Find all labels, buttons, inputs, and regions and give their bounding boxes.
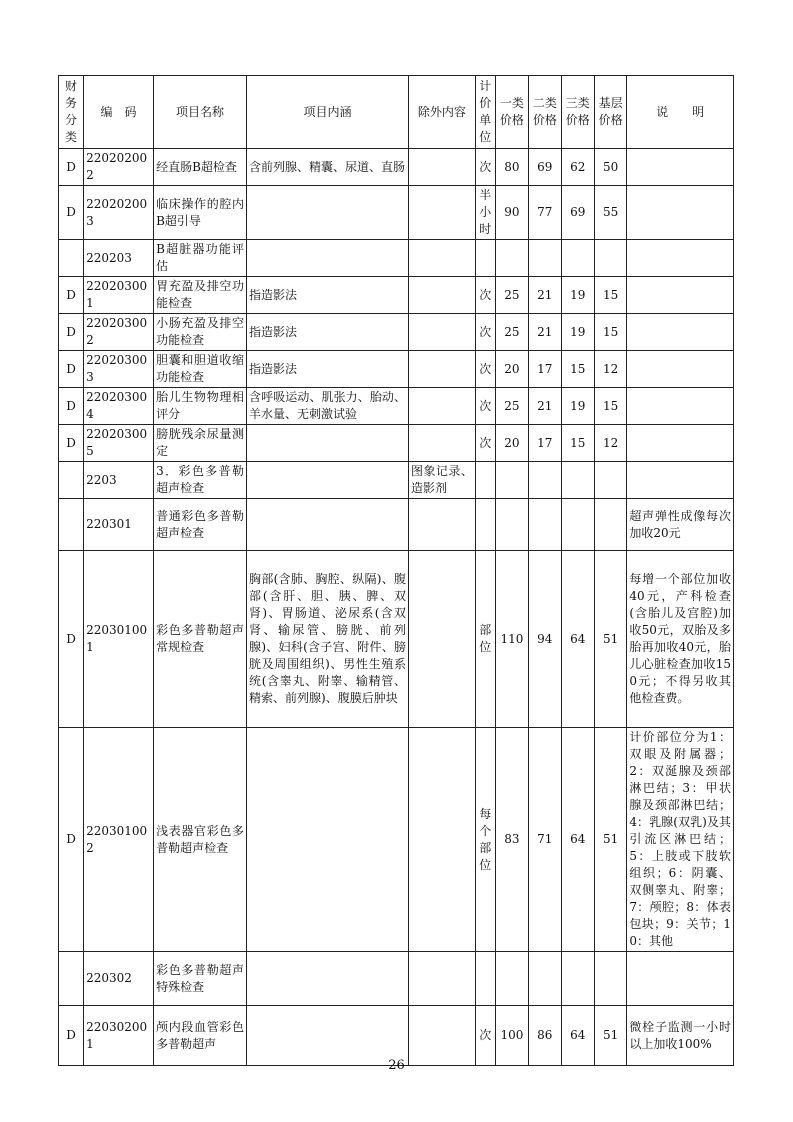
- excluded-cell: [409, 277, 476, 314]
- note-cell: [627, 277, 734, 314]
- category-cell: [59, 240, 84, 277]
- table-row: [59, 314, 734, 351]
- table-row: [59, 1006, 734, 1066]
- code-cell: 220203003: [84, 351, 154, 388]
- table-row: [59, 277, 734, 314]
- header-row: [59, 76, 734, 149]
- table-row: [59, 240, 734, 277]
- price2-cell: 69: [529, 149, 561, 186]
- price1-cell: 20: [495, 425, 528, 462]
- name-cell: 3．彩色多普勒超声检查: [154, 462, 247, 499]
- excluded-cell: [409, 1006, 476, 1066]
- price4-cell: 12: [594, 351, 626, 388]
- unit-cell: [475, 499, 495, 551]
- name-cell: 经直肠B超检查: [154, 149, 247, 186]
- price4-cell: 51: [594, 551, 626, 728]
- price2-cell: [529, 952, 561, 1006]
- header-code: 编 码: [84, 76, 154, 149]
- price4-cell: [594, 462, 626, 499]
- table-row: [59, 149, 734, 186]
- price3-cell: 62: [561, 149, 594, 186]
- table-row: [59, 499, 734, 551]
- unit-cell: 部位: [475, 551, 495, 728]
- name-cell: 浅表器官彩色多普勒超声检查: [154, 728, 247, 952]
- table-row: [59, 388, 734, 425]
- price3-cell: [561, 952, 594, 1006]
- note-cell: [627, 425, 734, 462]
- unit-cell: 次: [475, 149, 495, 186]
- name-cell: B超脏器功能评估: [154, 240, 247, 277]
- excluded-cell: [409, 728, 476, 952]
- price1-cell: 100: [495, 1006, 528, 1066]
- price1-cell: 80: [495, 149, 528, 186]
- excluded-cell: [409, 240, 476, 277]
- category-cell: D: [59, 351, 84, 388]
- price4-cell: 15: [594, 314, 626, 351]
- price2-cell: 21: [529, 314, 561, 351]
- price-table: [58, 75, 734, 1066]
- name-cell: 小肠充盈及排空功能检查: [154, 314, 247, 351]
- price4-cell: [594, 240, 626, 277]
- price4-cell: 15: [594, 388, 626, 425]
- price1-cell: 83: [495, 728, 528, 952]
- content-cell: [247, 240, 409, 277]
- note-cell: 计价部位分为1：双眼及附属器；2：双涎腺及颈部淋巴结；3：甲状腺及颈部淋巴结；4：乳腺(双乳)及其引流区淋巴结；5：上肢或下肢软组织；6：阴囊、双侧睾丸、附睾；7：颅腔；8：体表包块；9：关节；10：其他: [627, 728, 734, 952]
- content-cell: 胸部(含肺、胸腔、纵隔)、腹部(含肝、胆、胰、脾、双肾)、胃肠道、泌尿系(含双肾、输尿管、膀胱、前列腺)、妇科(含子宫、附件、膀胱及周围组织)、男性生殖系统(含睾丸、附睾、输精管、精索、前列腺)、腹膜后肿块: [247, 551, 409, 728]
- note-cell: 微栓子监测一小时以上加收100%: [627, 1006, 734, 1066]
- price3-cell: 19: [561, 314, 594, 351]
- content-cell: [247, 728, 409, 952]
- price1-cell: [495, 952, 528, 1006]
- unit-cell: 半小时: [475, 186, 495, 240]
- header-unit: 计价单位: [475, 76, 495, 149]
- price1-cell: [495, 462, 528, 499]
- price4-cell: [594, 952, 626, 1006]
- price3-cell: 15: [561, 351, 594, 388]
- table-row: [59, 462, 734, 499]
- header-content: 项目内涵: [247, 76, 409, 149]
- name-cell: 彩色多普勒超声常规检查: [154, 551, 247, 728]
- category-cell: D: [59, 149, 84, 186]
- code-cell: 220202003: [84, 186, 154, 240]
- content-cell: [247, 952, 409, 1006]
- price1-cell: [495, 240, 528, 277]
- header-excluded: 除外内容: [409, 76, 476, 149]
- category-cell: [59, 499, 84, 551]
- excluded-cell: [409, 351, 476, 388]
- unit-cell: [475, 952, 495, 1006]
- unit-cell: 每个部位: [475, 728, 495, 952]
- price4-cell: 12: [594, 425, 626, 462]
- excluded-cell: [409, 388, 476, 425]
- table-row: [59, 551, 734, 728]
- unit-cell: 次: [475, 351, 495, 388]
- price4-cell: 51: [594, 728, 626, 952]
- content-cell: [247, 186, 409, 240]
- unit-cell: 次: [475, 277, 495, 314]
- price1-cell: 20: [495, 351, 528, 388]
- content-cell: [247, 462, 409, 499]
- content-cell: 指造影法: [247, 351, 409, 388]
- price3-cell: 19: [561, 388, 594, 425]
- table-row: [59, 351, 734, 388]
- unit-cell: 次: [475, 425, 495, 462]
- unit-cell: [475, 462, 495, 499]
- code-cell: 220301002: [84, 728, 154, 952]
- code-cell: 220203005: [84, 425, 154, 462]
- page-number: 26: [388, 1058, 405, 1073]
- price2-cell: 94: [529, 551, 561, 728]
- unit-cell: 次: [475, 388, 495, 425]
- category-cell: D: [59, 425, 84, 462]
- code-cell: 220203: [84, 240, 154, 277]
- price2-cell: 17: [529, 425, 561, 462]
- content-cell: [247, 499, 409, 551]
- price1-cell: 25: [495, 314, 528, 351]
- category-cell: D: [59, 1006, 84, 1066]
- price2-cell: 71: [529, 728, 561, 952]
- header-category: 财务分类: [59, 76, 84, 149]
- excluded-cell: [409, 952, 476, 1006]
- category-cell: [59, 462, 84, 499]
- price2-cell: 77: [529, 186, 561, 240]
- note-cell: [627, 149, 734, 186]
- content-cell: [247, 425, 409, 462]
- price4-cell: 55: [594, 186, 626, 240]
- price1-cell: 25: [495, 277, 528, 314]
- note-cell: 超声弹性成像每次加收20元: [627, 499, 734, 551]
- table-row: [59, 952, 734, 1006]
- code-cell: 220302: [84, 952, 154, 1006]
- table-row: [59, 728, 734, 952]
- table-row: [59, 186, 734, 240]
- excluded-cell: [409, 314, 476, 351]
- note-cell: [627, 351, 734, 388]
- excluded-cell: 图象记录、造影剂: [409, 462, 476, 499]
- note-cell: [627, 186, 734, 240]
- price3-cell: 15: [561, 425, 594, 462]
- price3-cell: 64: [561, 551, 594, 728]
- header-price1: 一类价格: [495, 76, 528, 149]
- price2-cell: [529, 462, 561, 499]
- header-name: 项目名称: [154, 76, 247, 149]
- price2-cell: 17: [529, 351, 561, 388]
- code-cell: 220301: [84, 499, 154, 551]
- category-cell: D: [59, 388, 84, 425]
- unit-cell: 次: [475, 1006, 495, 1066]
- price3-cell: [561, 499, 594, 551]
- note-cell: [627, 240, 734, 277]
- note-cell: 每增一个部位加收40元，产科检查(含胎儿及宫腔)加收50元，双胎及多胎再加收40元，胎儿心脏检查加收150元；不得另收其他检查费。: [627, 551, 734, 728]
- name-cell: 膀胱残余尿量测定: [154, 425, 247, 462]
- note-cell: [627, 952, 734, 1006]
- unit-cell: 次: [475, 314, 495, 351]
- content-cell: [247, 1006, 409, 1066]
- code-cell: 220203002: [84, 314, 154, 351]
- price3-cell: 69: [561, 186, 594, 240]
- code-cell: 220202002: [84, 149, 154, 186]
- price1-cell: 110: [495, 551, 528, 728]
- content-cell: 指造影法: [247, 314, 409, 351]
- content-cell: 指造影法: [247, 277, 409, 314]
- price2-cell: 86: [529, 1006, 561, 1066]
- header-price3: 三类价格: [561, 76, 594, 149]
- excluded-cell: [409, 425, 476, 462]
- price3-cell: 64: [561, 1006, 594, 1066]
- content-cell: 含呼吸运动、肌张力、胎动、羊水量、无刺激试验: [247, 388, 409, 425]
- header-note: 说 明: [627, 76, 734, 149]
- price2-cell: 21: [529, 388, 561, 425]
- name-cell: 颅内段血管彩色多普勒超声: [154, 1006, 247, 1066]
- excluded-cell: [409, 551, 476, 728]
- content-cell: 含前列腺、精囊、尿道、直肠: [247, 149, 409, 186]
- note-cell: [627, 462, 734, 499]
- header-price2: 二类价格: [529, 76, 561, 149]
- price4-cell: [594, 499, 626, 551]
- name-cell: 临床操作的腔内B超引导: [154, 186, 247, 240]
- price3-cell: [561, 462, 594, 499]
- table-row: [59, 425, 734, 462]
- name-cell: 彩色多普勒超声特殊检查: [154, 952, 247, 1006]
- note-cell: [627, 314, 734, 351]
- price1-cell: [495, 499, 528, 551]
- price3-cell: 64: [561, 728, 594, 952]
- category-cell: D: [59, 551, 84, 728]
- price4-cell: 15: [594, 277, 626, 314]
- table-body: [59, 149, 734, 1066]
- category-cell: D: [59, 277, 84, 314]
- name-cell: 普通彩色多普勒超声检查: [154, 499, 247, 551]
- category-cell: D: [59, 314, 84, 351]
- price3-cell: 19: [561, 277, 594, 314]
- excluded-cell: [409, 499, 476, 551]
- name-cell: 胎儿生物物理相评分: [154, 388, 247, 425]
- price1-cell: 25: [495, 388, 528, 425]
- price2-cell: 21: [529, 277, 561, 314]
- code-cell: 2203: [84, 462, 154, 499]
- code-cell: 220203004: [84, 388, 154, 425]
- code-cell: 220301001: [84, 551, 154, 728]
- price4-cell: 50: [594, 149, 626, 186]
- note-cell: [627, 388, 734, 425]
- name-cell: 胃充盈及排空功能检查: [154, 277, 247, 314]
- price2-cell: [529, 499, 561, 551]
- excluded-cell: [409, 149, 476, 186]
- code-cell: 220302001: [84, 1006, 154, 1066]
- price4-cell: 51: [594, 1006, 626, 1066]
- category-cell: D: [59, 186, 84, 240]
- header-price4: 基层价格: [594, 76, 626, 149]
- code-cell: 220203001: [84, 277, 154, 314]
- category-cell: D: [59, 728, 84, 952]
- unit-cell: [475, 240, 495, 277]
- name-cell: 胆囊和胆道收缩功能检查: [154, 351, 247, 388]
- price2-cell: [529, 240, 561, 277]
- category-cell: [59, 952, 84, 1006]
- price1-cell: 90: [495, 186, 528, 240]
- price3-cell: [561, 240, 594, 277]
- excluded-cell: [409, 186, 476, 240]
